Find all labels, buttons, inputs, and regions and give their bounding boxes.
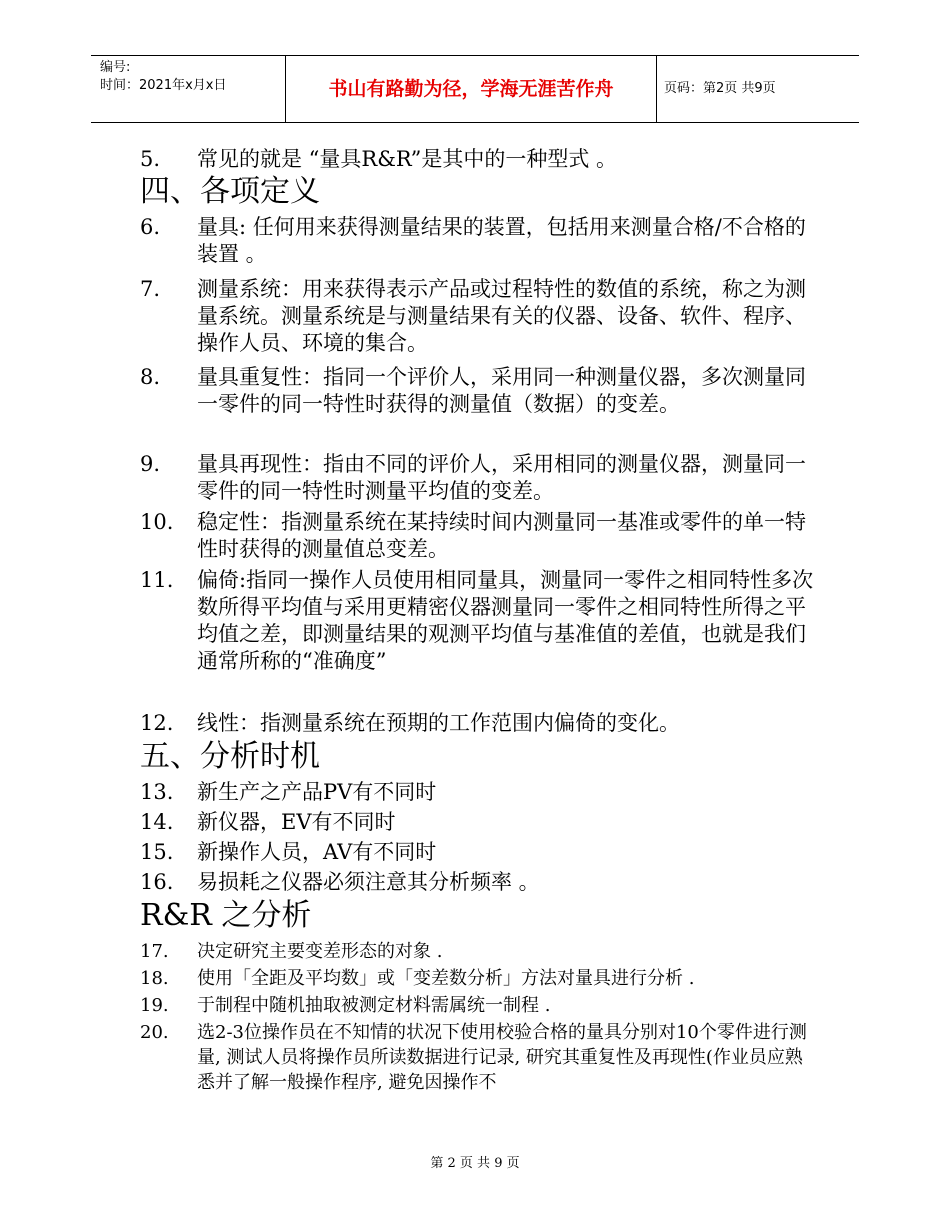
item-number: 7. (140, 277, 161, 301)
section-heading-definitions: 四、各项定义 (140, 174, 320, 209)
item-number: 6. (140, 215, 161, 239)
item-text: 量具: 任何用来获得测量结果的装置，包括用来测量合格/不合格的装置 。 (197, 215, 806, 266)
item-number: 12. (140, 711, 174, 735)
page-footer: 第 2 页 共 9 页 (430, 1156, 520, 1171)
item-number: 18. (140, 968, 169, 989)
section-heading-rr-analysis: R&R 之分析 (140, 898, 312, 933)
item-text: 量具再现性：指由不同的评价人，采用相同的测量仪器，测量同一零件的同一特性时测量平均值的变差。 (197, 452, 806, 503)
item-text: 选2-3位操作员在不知情的状况下使用校验合格的量具分别对10个零件进行测量, 测试人员将操作员所读数据进行记录, 研究其重复性及再现性(作业员应熟悉并了解一般操作程序, 避免因操作不 (197, 1022, 807, 1093)
document-number-label: 编号: (100, 60, 131, 75)
item-number: 9. (140, 452, 161, 476)
item-number: 8. (140, 365, 161, 389)
item-text: 新操作人员，AV有不同时 (197, 840, 437, 864)
item-number: 19. (140, 995, 169, 1016)
item-text: 线性：指测量系统在预期的工作范围内偏倚的变化。 (197, 711, 680, 735)
item-text: 于制程中随机抽取被测定材料需属统一制程 . (197, 995, 551, 1016)
item-number: 20. (140, 1022, 169, 1043)
item-text: 决定研究主要变差形态的对象 . (197, 941, 443, 962)
item-text: 量具重复性：指同一个评价人，采用同一种测量仪器，多次测量同一零件的同一特性时获得的测量值（数据）的变差。 (197, 365, 806, 416)
item-number: 5. (140, 147, 161, 171)
item-text: 稳定性：指测量系统在某持续时间内测量同一基准或零件的单一特性时获得的测量值总变差。 (197, 510, 806, 561)
item-number: 14. (140, 810, 174, 834)
page-header (91, 55, 859, 123)
motto-text: 书山有路勤为径，学海无涯苦作舟 (328, 78, 614, 100)
item-text: 新仪器，EV有不同时 (197, 810, 396, 834)
item-text: 易损耗之仪器必须注意其分析频率 。 (197, 870, 540, 894)
item-text: 新生产之产品PV有不同时 (197, 780, 437, 804)
document-time-label: 时间：2021年x月x日 (100, 78, 227, 93)
item-number: 15. (140, 840, 174, 864)
item-number: 16. (140, 870, 174, 894)
item-number: 11. (140, 568, 174, 592)
header-meta-cell (91, 56, 285, 122)
item-text: 使用「全距及平均数」或「变差数分析」方法对量具进行分析 . (197, 968, 695, 989)
header-motto-cell (285, 56, 657, 122)
item-number: 13. (140, 780, 174, 804)
item-number: 17. (140, 941, 169, 962)
item-number: 10. (140, 510, 174, 534)
item-text: 常见的就是 “量具R&R”是其中的一种型式 。 (197, 147, 617, 171)
page-code-label: 页码：第2页 共9页 (664, 81, 776, 96)
item-text: 偏倚:指同一操作人员使用相同量具，测量同一零件之相同特性多次数所得平均值与采用更精密仪器测量同一零件之相同特性所得之平均值之差，即测量结果的观测平均值与基准值的差值，也就是我们通常所称的“准确度” (197, 568, 814, 673)
section-heading-timing: 五、分析时机 (140, 739, 320, 774)
header-page-cell (656, 56, 859, 122)
item-text: 测量系统：用来获得表示产品或过程特性的数值的系统，称之为测量系统。测量系统是与测量结果有关的仪器、设备、软件、程序、操作人员、环境的集合。 (197, 277, 806, 355)
